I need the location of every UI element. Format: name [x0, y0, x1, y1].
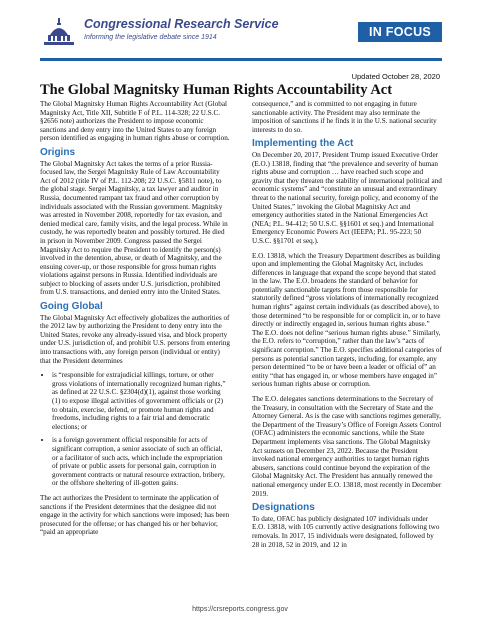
- termination-paragraph: The act authorizes the President to terminate the application of sanctions if the President determines that the designee did not engage in the activity for which sanctions were imposed; has been prosecuted for the offense; or has changed his or her behavior, “paid an appropriate: [40, 493, 230, 537]
- updated-date: Updated October 28, 2020: [351, 72, 440, 81]
- going-global-heading: Going Global: [40, 301, 103, 313]
- implementing-paragraph-2: E.O. 13818, which the Treasury Department describes as building upon and implementing the Global Magnitsky Act, includes differences in language that expand the scope beyond that stated in the law. The E.O. broadens the standard of behavior for potentially sanctionable targets from those responsible for statutorily defined “gross violations of internationally recognized human rights” against certain individuals (as described above), to those determined “to be responsible for or complicit in, or to have directly or indirectly engaged in, serious human rights abuse.” The E.O. does not define “serious human rights abuse.” Similarly, the E.O. refers to “corruption,” rather than the law’s “acts of significant corruption.” The E.O. specifies additional categories of persons as potential sanction targets, including, for example, any person determined “to be or have been a leader or official of” an entity “that has engaged in, or whose members have engaged in” serious human rights abuse or corruption.: [252, 251, 442, 389]
- implementing-heading: Implementing the Act: [252, 138, 354, 150]
- origins-heading: Origins: [40, 146, 76, 158]
- in-focus-badge: IN FOCUS: [358, 22, 442, 42]
- implementing-paragraph-3: The E.O. delegates sanctions determinations to the Secretary of the Treasury, in consultation with the Secretary of State and the Attorney General. As is the case with sanctions regimes generally, the Department of the Treasury’s Office of Foreign Assets Control (OFAC) administers the economic sanctions, while the State Department implements visa sanctions. The Global Magnitsky Act sunsets on December 23, 2022. Because the President invoked national emergency authorities to target human rights abusers, sanctions could continue beyond the expiration of the Global Magnitsky Act. The President has annually renewed the national emergency under E.O. 13818, most recently in December 2019.: [252, 395, 442, 498]
- criteria-list: [40, 371, 230, 488]
- org-name: Congressional Research Service: [84, 17, 279, 31]
- capitol-dome-icon: [40, 16, 78, 46]
- page-title: The Global Magnitsky Human Rights Accountability Act: [40, 82, 393, 98]
- left-column: [40, 100, 230, 543]
- right-column: [252, 100, 442, 555]
- header-rule: [40, 58, 442, 61]
- continued-paragraph: consequence,” and is committed to not engaging in future sanctionable activity. The President may also terminate the imposition of sanctions if he finds it in the U.S. national security interests to do so.: [252, 100, 437, 134]
- footer-url[interactable]: https://crsreports.congress.gov: [192, 606, 288, 613]
- list-item: • is a foreign government official responsible for acts of significant corruption, a senior associate of such an official, or a facilitator of such acts, which include the expropriation of private or public assets for personal gain, corruption in government contracts or natural resource extraction, bribery, or the offshore sheltering of ill-gotten gains.: [52, 436, 230, 488]
- intro-paragraph: The Global Magnitsky Human Rights Accountability Act (Global Magnitsky Act, Title XII, Subtitle F of P.L. 114-328; 22 U.S.C. §2656 note) authorizes the President to impose economic sanctions and deny entry into the United States to any foreign person identified as engaging in human rights abuse or corruption.: [40, 100, 230, 143]
- implementing-paragraph-1: On December 20, 2017, President Trump issued Executive Order (E.O.) 13818, finding that “the prevalence and severity of human rights abuse and corruption … have reached such scope and gravity that they threaten the stability of international political and economic systems” and “constitute an unusual and extraordinary threat to the national security, foreign policy, and economy of the United States,” invoking the Global Magnitsky Act and emergency authorities stated in the National Emergencies Act (NEA; P.L. 94-412; 50 U.S.C. §§1601 et seq.) and International Emergency Economic Powers Act (IEEPA; P.L. 95-223; 50 U.S.C. §§1701 et seq.).: [252, 150, 442, 245]
- list-item: • is “responsible for extrajudicial killings, torture, or other gross violations of internationally recognized human rights,” as defined at 22 U.S.C. §2304(d)(1), against those working (1) to expose illegal activities of government officials or (2) to obtain, exercise, defend, or promote human rights and freedoms, including rights to a fair trial and democratic elections; or: [52, 371, 230, 431]
- origins-paragraph: The Global Magnitsky Act takes the terms of a prior Russia-focused law, the Sergei Magnitsky Rule of Law Accountability Act of 2012 (title IV of P.L. 112-208; 22 U.S.C. §5811 note), to the global stage. Sergei Magnitsky, a tax lawyer and auditor in Russia, documented rampant tax fraud and other corruption by individuals associated with the Russian government. Magnitsky was arrested in November 2008, reportedly for tax evasion, and denied medical care, family visits, and the legal process. While in custody, he was reportedly beaten and possibly tortured. He died in prison in November 2009. Congress passed the Sergei Magnitsky Act to require the President to identify the person(s) involved in the detention, abuse, or death of Magnitsky, and the ensuing cover-up, or those responsible for gross human rights violations against persons in Russia. Identified individuals are subject to blocking of assets under U.S. jurisdiction, prohibited from U.S. transactions, and denied entry into the United States.: [40, 159, 228, 297]
- going-global-paragraph: The Global Magnitsky Act effectively globalizes the authorities of the 2012 law by authorizing the President to deny entry into the United States, revoke any already-issued visa, and block property under U.S. jurisdiction of, and prohibit U.S. persons from entering into transactions with, any foreign person (individual or entity) that the President determines: [40, 313, 230, 365]
- designations-heading: Designations: [252, 502, 315, 514]
- report-header: [0, 0, 480, 62]
- designations-paragraph: To date, OFAC has publicly designated 107 individuals under E.O. 13818, with 105 currently active designations following two removals. In 2017, 15 individuals were designated, followed by 28 in 2018, 52 in 2019, and 12 in: [252, 514, 440, 549]
- org-tagline: Informing the legislative debate since 1914: [84, 34, 217, 41]
